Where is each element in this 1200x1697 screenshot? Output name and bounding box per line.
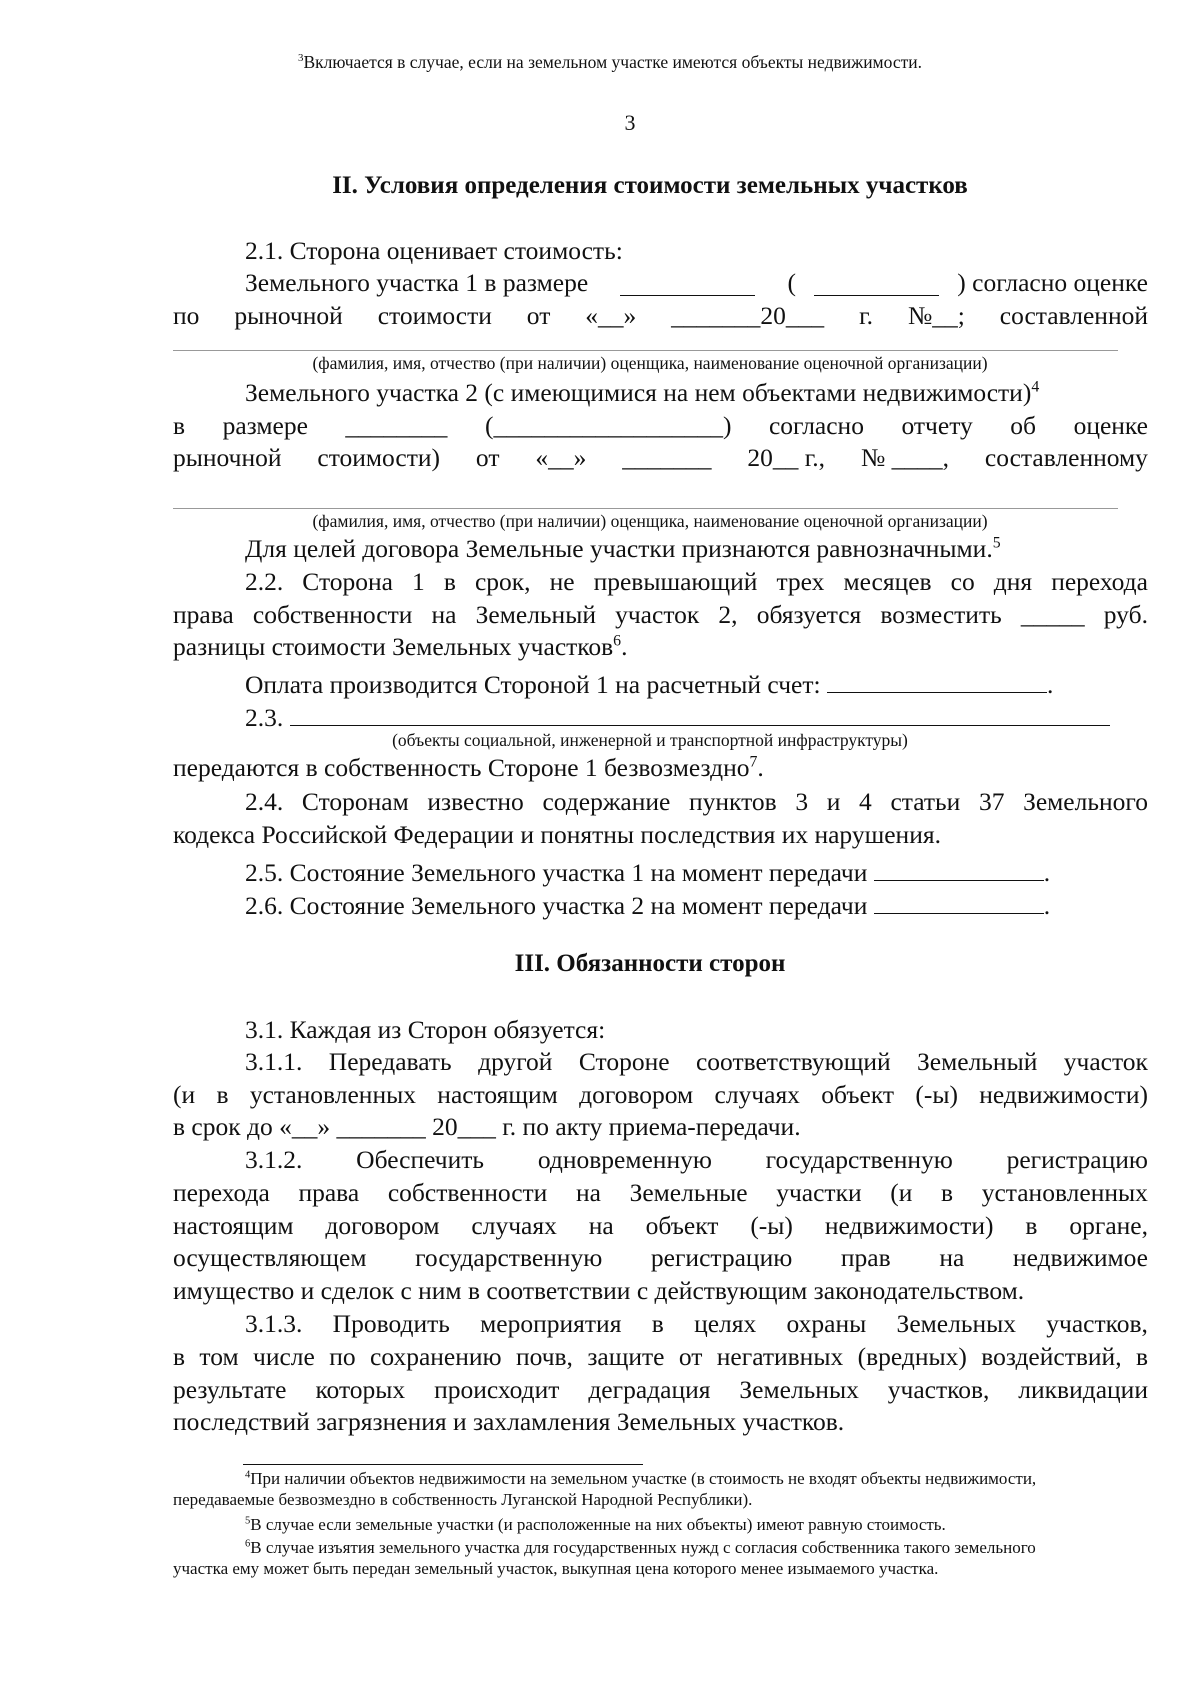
appraiser-caption-1: (фамилия, имя, отчество (при наличии) оценщика, наименование оценочной организации) xyxy=(312,353,988,373)
plot1-value-blank xyxy=(620,268,755,296)
word: отчету xyxy=(901,411,973,440)
clause-2-2-line-3: разницы стоимости Земельных участков$^6$. xyxy=(173,632,628,661)
word: и xyxy=(826,787,841,816)
word: (и xyxy=(173,1080,196,1109)
word: почв, xyxy=(515,1342,573,1371)
word: «__» xyxy=(585,301,637,330)
word: объект xyxy=(645,1211,719,1240)
footnote-ref-7: 7 xyxy=(749,753,758,771)
word: одновременную xyxy=(537,1145,712,1174)
word: регистрацию xyxy=(1006,1145,1148,1174)
payment-text: Оплата производится Стороной 1 на расчетный счет: xyxy=(245,669,821,699)
clause-text: разницы стоимости Земельных участков xyxy=(173,632,614,661)
word: в xyxy=(173,411,186,440)
word: не xyxy=(549,567,575,596)
clause-3-1-2-line-4 xyxy=(173,1243,1148,1273)
plot1-words-blank xyxy=(814,268,939,296)
word: стоимости xyxy=(377,301,492,330)
word: составленному xyxy=(984,443,1148,472)
word: деградация xyxy=(588,1375,711,1404)
section-3-title: III. Обязанности сторон xyxy=(514,950,786,977)
footnote-4-line-2: передаваемые безвозмездно в собственность Луганской Народной Республики). xyxy=(173,1490,753,1509)
word: на xyxy=(939,1243,965,1272)
word: права xyxy=(298,1178,360,1207)
word: настоящим xyxy=(437,1080,558,1109)
word: об xyxy=(1010,411,1037,440)
state-1-blank xyxy=(874,853,1044,881)
word: превышающий xyxy=(593,567,758,596)
word: соответствующий xyxy=(695,1047,891,1076)
clause-3-1-1-line-1 xyxy=(173,1047,1148,1077)
word: защите xyxy=(587,1342,665,1371)
word: установленных xyxy=(981,1178,1148,1207)
word: объект xyxy=(821,1080,895,1109)
plot2-line xyxy=(173,378,1148,408)
word: Передавать xyxy=(328,1047,452,1076)
word: государственную xyxy=(765,1145,953,1174)
plot1-text: Земельного участка 1 в размере xyxy=(245,268,589,297)
word: ________ xyxy=(345,411,448,440)
word: (-ы) xyxy=(750,1211,793,1240)
word: 3.1.3. xyxy=(245,1309,303,1338)
word: Земельного xyxy=(1023,787,1148,816)
clause-2-1: 2.1. Сторона оценивает стоимость: xyxy=(245,236,623,265)
clause-2-6-line: 2.6. Состояние Земельного участка 2 на момент передачи . xyxy=(173,886,1148,921)
word: в xyxy=(1025,1211,1038,1240)
plot1-text-end: ) согласно оценке xyxy=(957,268,1148,297)
word: со xyxy=(950,567,975,596)
footnote-ref-6: 6 xyxy=(613,632,622,650)
word: 3.1.2. xyxy=(245,1145,303,1174)
clause-3-1-3-line-4: последствий загрязнения и захламления Земельных участков. xyxy=(173,1407,845,1436)
transfer-text: передаются в собственность Стороне 1 безвозмездно xyxy=(173,753,750,782)
equal-text: Для целей договора Земельные участки признаются равнозначными. xyxy=(245,534,993,563)
clause-text: 2.6. Состояние Земельного участка 2 на момент передачи xyxy=(245,890,868,920)
word: Земельных xyxy=(739,1375,859,1404)
word: Земельный xyxy=(475,600,596,629)
plot1-line-2 xyxy=(173,301,1148,331)
word: на xyxy=(575,1178,601,1207)
word: в xyxy=(216,1080,229,1109)
word: Стороне xyxy=(578,1047,670,1076)
word: случаях xyxy=(471,1211,557,1240)
word: в xyxy=(1135,1342,1148,1371)
word: Земельные xyxy=(629,1178,748,1207)
word: г. xyxy=(859,301,874,330)
clause-2-4-line-1 xyxy=(173,787,1148,817)
word: _______20___ xyxy=(671,301,825,330)
clause-3-1-3-line-1 xyxy=(173,1309,1148,1339)
word: том xyxy=(199,1342,239,1371)
word: _______ xyxy=(622,443,712,472)
word: на xyxy=(431,600,457,629)
appraiser-rule-1 xyxy=(173,350,1118,351)
footnote-6-line-1 xyxy=(173,1537,1148,1558)
footnote-text: В случае изъятия земельного участка для государственных нужд с согласия собственника такого земельного xyxy=(250,1538,1036,1557)
word: составленной xyxy=(999,301,1148,330)
word: от xyxy=(475,443,500,472)
word: Проводить xyxy=(332,1309,450,1338)
word: прав xyxy=(840,1243,891,1272)
word: которых xyxy=(315,1375,406,1404)
word: регистрацию xyxy=(650,1243,793,1272)
word: (-ы) xyxy=(915,1080,958,1109)
clause-2-3-line xyxy=(173,698,1148,733)
word: собственности xyxy=(252,600,413,629)
word: недвижимое xyxy=(1012,1243,1148,1272)
word: происходит xyxy=(434,1375,560,1404)
word: в xyxy=(941,1178,954,1207)
footnote-text: Включается в случае, если на земельном участке имеются объекты недвижимости. xyxy=(303,52,922,72)
word: согласно xyxy=(768,411,864,440)
clause-3-1-3-line-3 xyxy=(173,1375,1148,1405)
footnote-mark: 6 xyxy=(245,1538,251,1550)
payment-line: Оплата производится Стороной 1 на расчетный счет: . xyxy=(173,665,1148,700)
word: 1 xyxy=(412,567,425,596)
footnote-mark: 3 xyxy=(298,52,304,65)
word: обязуется xyxy=(756,600,862,629)
footnote-ref-4: 4 xyxy=(1031,378,1040,396)
section-2-title: II. Условия определения стоимости земельных участков xyxy=(332,172,968,199)
word: (__________________) xyxy=(484,411,732,440)
word: мероприятия xyxy=(480,1309,622,1338)
infrastructure-blank xyxy=(290,698,1110,726)
footnote-mark: 5 xyxy=(245,1515,251,1527)
clause-3-1-2-line-2 xyxy=(173,1178,1148,1208)
word: 4 xyxy=(859,787,872,816)
plot2-line-2 xyxy=(173,411,1148,441)
word: воздействий, xyxy=(981,1342,1122,1371)
word: по xyxy=(329,1342,356,1371)
word: числе xyxy=(253,1342,315,1371)
clause-2-2-line-1 xyxy=(173,567,1148,597)
clause-number: 2.3. xyxy=(245,702,284,732)
word: 3.1.1. xyxy=(245,1047,303,1076)
footnote-4-line-1 xyxy=(173,1468,1148,1489)
footnote-3 xyxy=(0,52,1200,73)
appraiser-caption-2: (фамилия, имя, отчество (при наличии) оценщика, наименование оценочной организации) xyxy=(312,511,988,531)
word: на xyxy=(588,1211,614,1240)
clause-text: 2.5. Состояние Земельного участка 1 на момент передачи xyxy=(245,857,868,887)
word: № ____, xyxy=(860,443,950,472)
footnote-5 xyxy=(173,1514,1148,1535)
word: Сторона xyxy=(302,567,393,596)
clause-3-1-3-line-2 xyxy=(173,1342,1148,1372)
word: охраны xyxy=(786,1309,867,1338)
clause-2-4-line-2: кодекса Российской Федерации и понятны последствия их нарушения. xyxy=(173,820,941,849)
footnote-4 xyxy=(173,1468,1148,1510)
word: участков, xyxy=(887,1375,990,1404)
word: недвижимости) xyxy=(824,1211,994,1240)
word: в xyxy=(651,1309,664,1338)
word: руб. xyxy=(1103,600,1148,629)
word: _____ xyxy=(1020,600,1085,629)
word: пунктов xyxy=(689,787,777,816)
plot2-text: Земельного участка 2 (с имеющимися на нем объектами недвижимости) xyxy=(245,378,1032,407)
word: договором xyxy=(325,1211,440,1240)
word: размере xyxy=(222,411,308,440)
clause-3-1-1-line-3: в срок до «__» _______ 20___ г. по акту приема-передачи. xyxy=(173,1112,801,1141)
word: от xyxy=(526,301,551,330)
word: трех xyxy=(776,567,825,596)
word: государственную xyxy=(415,1243,603,1272)
word: 2, xyxy=(718,600,738,629)
word: целях xyxy=(694,1309,757,1338)
transfer-line: передаются в собственность Стороне 1 безвозмездно$^7$. xyxy=(173,753,764,782)
plot1-paren-open: ( xyxy=(787,268,796,297)
footnote-separator xyxy=(243,1464,643,1465)
word: рыночной xyxy=(173,443,282,472)
equal-value-line xyxy=(173,534,1148,564)
word: рыночной xyxy=(234,301,343,330)
word: сохранению xyxy=(370,1342,502,1371)
clause-3-1-2-line-1 xyxy=(173,1145,1148,1175)
word: стоимости) xyxy=(317,443,441,472)
word: 37 xyxy=(978,787,1005,816)
clause-2-5-line: 2.5. Состояние Земельного участка 1 на момент передачи . xyxy=(173,853,1148,888)
page-number: 3 xyxy=(624,110,636,135)
footnote-ref-5: 5 xyxy=(992,534,1001,552)
word: права xyxy=(173,600,234,629)
word: Обеспечить xyxy=(356,1145,485,1174)
footnote-text: В случае если земельные участки (и расположенные на них объекты) имеют равную стоимость. xyxy=(250,1515,946,1534)
word: участок xyxy=(615,600,700,629)
word: 3 xyxy=(795,787,809,816)
plot1-line xyxy=(173,268,1148,298)
word: 2.2. xyxy=(245,567,284,596)
clause-3-1-1-line-2 xyxy=(173,1080,1148,1110)
word: №__; xyxy=(907,301,965,330)
word: результате xyxy=(173,1375,287,1404)
word: ликвидации xyxy=(1018,1375,1148,1404)
footnote-mark: 4 xyxy=(245,1469,251,1481)
word: договором xyxy=(579,1080,694,1109)
word: 2.4. xyxy=(245,787,284,816)
word: дня xyxy=(993,567,1033,596)
word: собственности xyxy=(387,1178,548,1207)
word: по xyxy=(173,301,200,330)
word: известно xyxy=(427,787,524,816)
word: «__» xyxy=(535,443,587,472)
word: другой xyxy=(478,1047,553,1076)
word: срок, xyxy=(474,567,531,596)
word: оценке xyxy=(1073,411,1148,440)
clause-3-1-2-line-3 xyxy=(173,1211,1148,1241)
word: Земельный xyxy=(917,1047,1038,1076)
word: 20__ г., xyxy=(747,443,826,472)
word: случаях xyxy=(714,1080,800,1109)
footnote-6 xyxy=(173,1537,1148,1579)
word: участков, xyxy=(1046,1309,1148,1338)
word: перехода xyxy=(1051,567,1148,596)
word: негативных xyxy=(716,1342,844,1371)
account-blank xyxy=(827,665,1047,693)
word: от xyxy=(678,1342,703,1371)
clause-3-1: 3.1. Каждая из Сторон обязуется: xyxy=(245,1015,606,1044)
word: в xyxy=(173,1342,186,1371)
word: перехода xyxy=(173,1178,270,1207)
plot2-line-3 xyxy=(173,443,1148,473)
word: Земельных xyxy=(896,1309,1016,1338)
word: органе, xyxy=(1069,1211,1148,1240)
word: недвижимости) xyxy=(979,1080,1148,1109)
word: (и xyxy=(890,1178,913,1207)
footnote-text: При наличии объектов недвижимости на земельном участке (в стоимость не входят объекты недвижимости, xyxy=(250,1469,1037,1488)
appraiser-rule-2 xyxy=(173,508,1118,509)
footnote-6-line-2: участка ему может быть передан земельный участок, выкупная цена которого менее изымаемого участка. xyxy=(173,1559,939,1578)
word: возместить xyxy=(880,600,1002,629)
word: участки xyxy=(776,1178,862,1207)
clause-2-2-line-2 xyxy=(173,600,1148,630)
word: статьи xyxy=(890,787,961,816)
word: (вредных) xyxy=(857,1342,967,1371)
word: Сторонам xyxy=(301,787,409,816)
clause-3-1-2-line-5: имущество и сделок с ним в соответствии с действующим законодательством. xyxy=(173,1276,1025,1305)
state-2-blank xyxy=(874,886,1044,914)
word: установленных xyxy=(249,1080,416,1109)
word: осуществляющем xyxy=(173,1243,367,1272)
word: месяцев xyxy=(843,567,932,596)
word: участок xyxy=(1063,1047,1148,1076)
word: в xyxy=(443,567,456,596)
word: содержание xyxy=(542,787,671,816)
infrastructure-caption: (объекты социальной, инженерной и транспортной инфраструктуры) xyxy=(392,730,908,750)
word: настоящим xyxy=(173,1211,294,1240)
